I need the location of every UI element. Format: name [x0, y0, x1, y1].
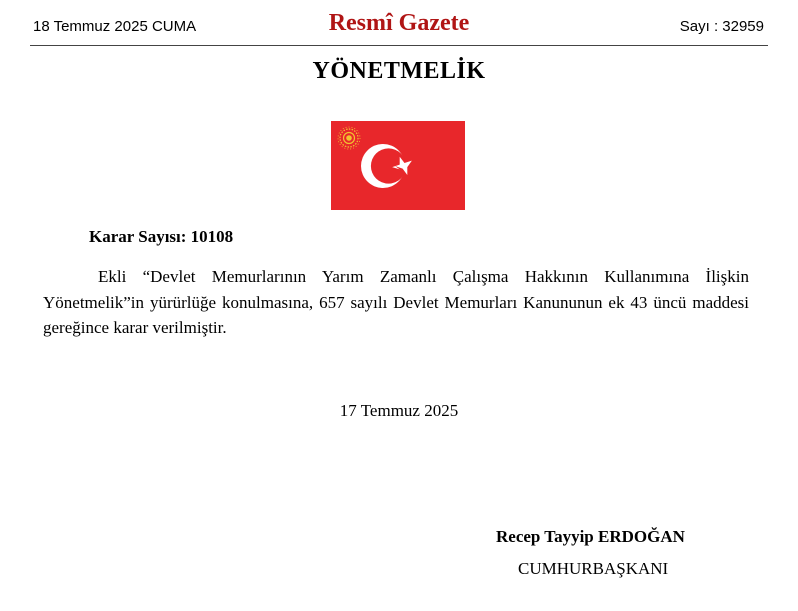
- signer-title: CUMHURBAŞKANI: [518, 559, 669, 578]
- issue-number: Sayı : 32959: [679, 18, 764, 35]
- publication-date: 18 Temmuz 2025 CUMA: [33, 18, 197, 35]
- gazette-header: [30, 8, 768, 46]
- decision-number: Karar Sayısı: 10108: [89, 227, 234, 246]
- signing-date: 17 Temmuz 2025: [339, 401, 459, 420]
- signer-name: Recep Tayyip ERDOĞAN: [496, 527, 685, 546]
- decision-body-text: Ekli “Devlet Memurlarının Yarım Zamanlı Çalışma Hakkının Kullanımına İlişkin Yönetmelik”in yürürlüğe konulmasına, 657 sayılı Devlet Memurları Kanununun ek 43 üncü maddesi gereğince karar verilmiştir.: [43, 267, 749, 337]
- gazette-title: Resmî Gazete: [328, 10, 470, 36]
- document-type-heading: YÖNETMELİK: [312, 58, 486, 84]
- turkish-flag-icon: [331, 121, 465, 210]
